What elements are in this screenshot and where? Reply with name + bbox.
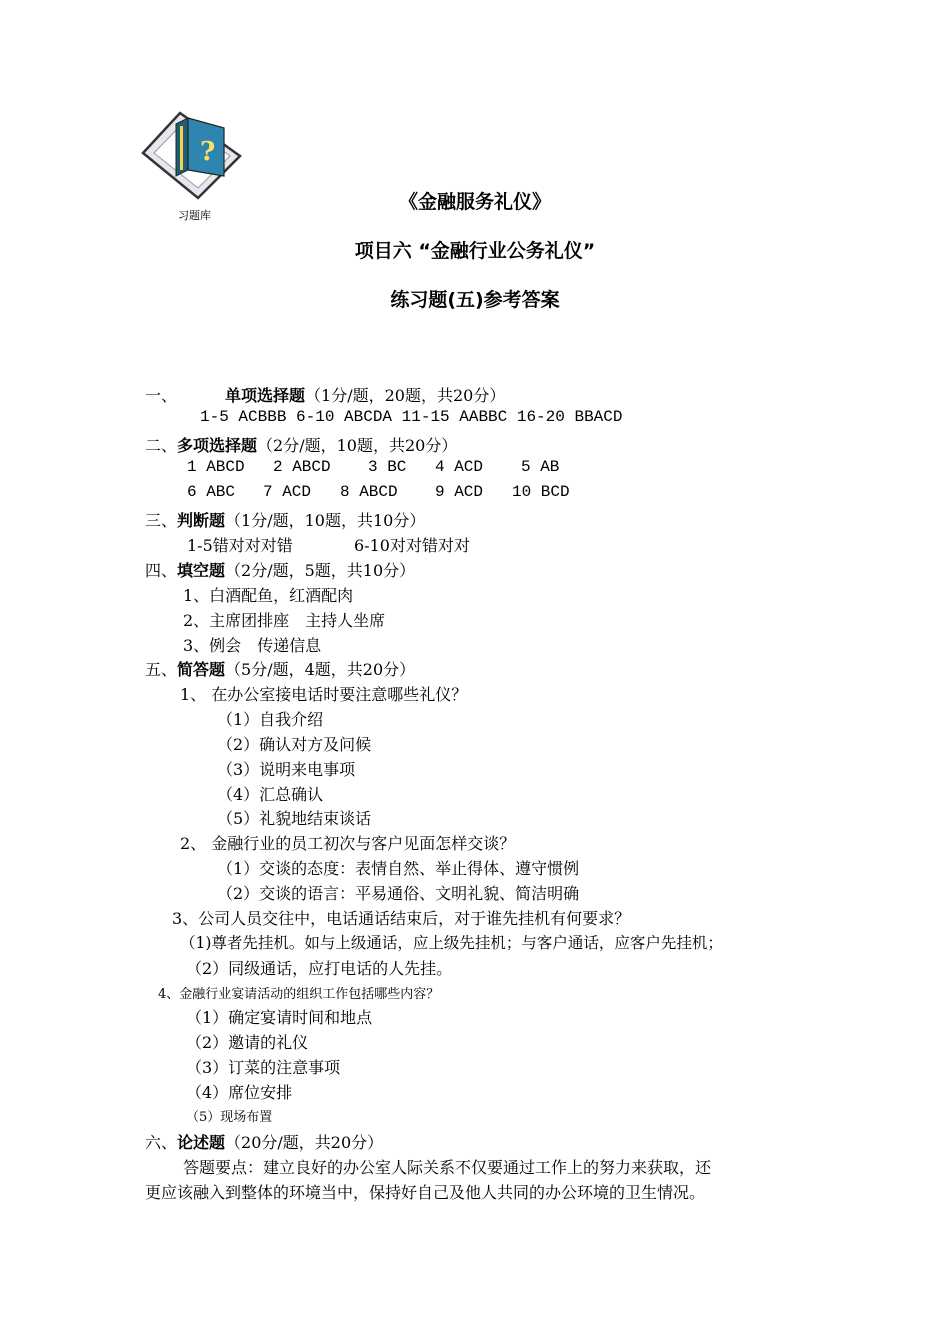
section-4-desc: （2分/题，5题，共10分） [225, 561, 416, 580]
section-1-heading [145, 383, 505, 406]
question-4-point: （2）邀请的礼仪 [186, 1033, 309, 1052]
question-1: 1、 在办公室接电话时要注意哪些礼仪？ [180, 685, 468, 704]
question-4-point: （1）确定宴请时间和地点 [186, 1008, 373, 1027]
section-6-desc: （20分/题，共20分） [225, 1133, 384, 1152]
question-1-point: （1）自我介绍 [217, 710, 324, 729]
fill-answer-3: 3、例会 传递信息 [183, 636, 322, 655]
answer-cell: 7 ACD [263, 483, 312, 501]
section-3-answers-a: 1-5错对对对错 [187, 536, 293, 555]
section-2-desc: （2分/题，10题，共20分） [257, 436, 458, 455]
section-3-answers-b: 6-10对对错对对 [354, 536, 470, 555]
section-5-title: 简答题 [177, 660, 226, 679]
project-title: 项目六 “金融行业公务礼仪” [354, 240, 596, 262]
fill-answer-1: 1、白酒配鱼，红酒配肉 [183, 586, 354, 605]
answer-cell: 2 ABCD [273, 458, 331, 476]
svg-text:?: ? [200, 137, 216, 167]
question-2-point: （2）交谈的语言：平易通俗、文明礼貌、简洁明确 [217, 884, 580, 903]
answer-cell: 3 BC [368, 458, 407, 476]
answer-cell: 6 ABC [187, 483, 236, 501]
essay-answer-line-1: 答题要点：建立良好的办公室人际关系不仅要通过工作上的努力来获取，还 [183, 1158, 712, 1177]
question-4-point: （4）席位安排 [186, 1083, 293, 1102]
question-1-point: （4）汇总确认 [217, 785, 324, 804]
logo-caption: 习题库 [178, 209, 211, 222]
exercise-title: 练习题(五)参考答案 [390, 289, 560, 311]
question-1-point: （3）说明来电事项 [217, 760, 356, 779]
section-5-desc: （5分/题，4题，共20分） [225, 660, 416, 679]
section-6-number: 六、 [145, 1133, 178, 1152]
section-2-heading [145, 433, 457, 456]
question-3: 3、公司人员交往中，电话通话结束后，对于谁先挂机有何要求？ [172, 909, 631, 928]
section-1-answers: 1-5 ACBBB 6-10 ABCDA 11-15 AABBC 16-20 BBACD [200, 408, 623, 426]
section-3-title: 判断题 [177, 511, 226, 530]
section-5-heading [145, 657, 415, 680]
question-2-point: （1）交谈的态度：表情自然、举止得体、遵守惯例 [217, 859, 580, 878]
section-1-number: 一、 [145, 386, 178, 405]
fill-answer-2: 2、主席团排座 主持人坐席 [183, 611, 386, 630]
answer-cell: 4 ACD [435, 458, 484, 476]
section-2-number: 二、 [145, 436, 178, 455]
question-1-point: （2）确认对方及问候 [217, 735, 372, 754]
answer-cell: 9 ACD [435, 483, 484, 501]
section-2-title: 多项选择题 [177, 436, 258, 455]
section-6-heading [145, 1130, 383, 1153]
section-1-desc: （1分/题，20题，共20分） [305, 386, 506, 405]
question-3-point-1: （1)尊者先挂机。如与上级通话，应上级先挂机；与客户通话，应客户先挂机； [180, 934, 723, 952]
section-1-title: 单项选择题 [225, 386, 306, 405]
answer-cell: 1 ABCD [187, 458, 245, 476]
section-3-desc: （1分/题，10题，共10分） [225, 511, 426, 530]
section-4-number: 四、 [145, 561, 178, 580]
section-3-number: 三、 [145, 511, 178, 530]
book-title: 《金融服务礼仪》 [398, 191, 551, 213]
question-2: 2、 金融行业的员工初次与客户见面怎样交谈？ [180, 834, 516, 853]
essay-answer-line-2: 更应该融入到整体的环境当中，保持好自己及他人共同的办公环境的卫生情况。 [145, 1183, 706, 1202]
section-4-title: 填空题 [177, 561, 226, 580]
answer-cell: 5 AB [521, 458, 560, 476]
question-4: 4、金融行业宴请活动的组织工作包括哪些内容？ [158, 987, 440, 1002]
answer-cell: 10 BCD [512, 483, 570, 501]
question-4-point: （3）订菜的注意事项 [186, 1058, 341, 1077]
section-5-number: 五、 [145, 660, 178, 679]
section-4-heading [145, 558, 415, 581]
question-4-point-5: （5）现场布置 [186, 1110, 273, 1125]
answer-cell: 8 ABCD [340, 483, 398, 501]
section-3-heading [145, 508, 425, 531]
question-3-point-2: （2）同级通话，应打电话的人先挂。 [186, 959, 453, 978]
section-6-title: 论述题 [177, 1133, 226, 1152]
question-1-point: （5）礼貌地结束谈话 [217, 809, 372, 828]
